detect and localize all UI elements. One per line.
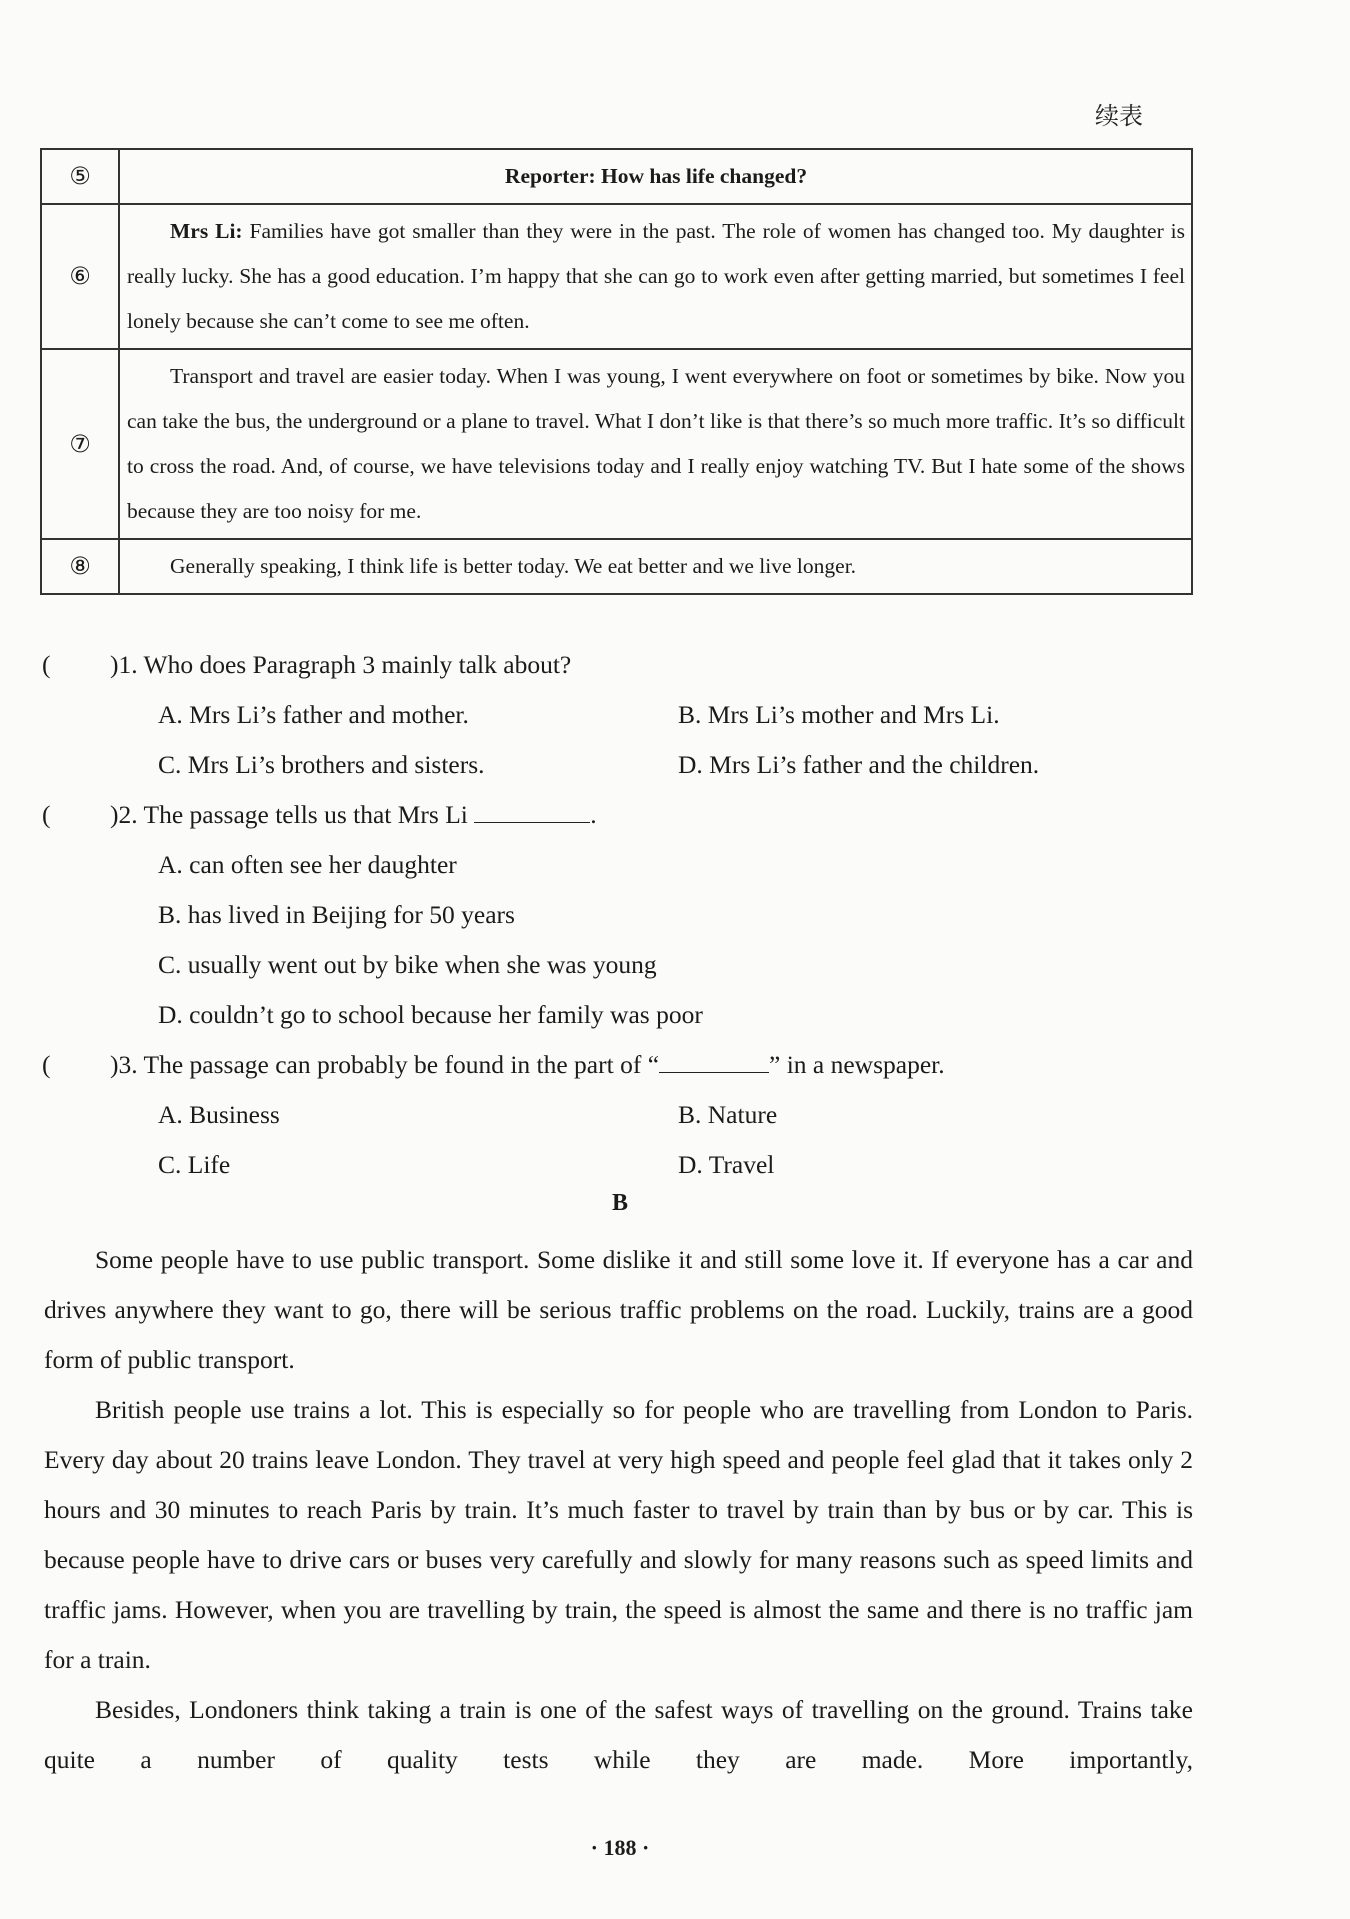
answer-bracket[interactable]: ( — [42, 800, 51, 829]
option-c[interactable]: C. Life — [158, 1150, 231, 1179]
option-a[interactable]: A. Business — [158, 1100, 280, 1129]
question-stem: )2. The passage tells us that Mrs Li — [110, 800, 468, 829]
option-row — [42, 740, 1192, 790]
passage-b — [44, 1235, 1193, 1785]
table-row — [41, 539, 1192, 594]
option-b[interactable]: B. Nature — [678, 1100, 778, 1129]
option-d[interactable]: D. couldn’t go to school because her family was poor — [158, 1000, 703, 1029]
paragraph-number: ⑤ — [41, 149, 119, 204]
answer-blank[interactable] — [474, 796, 590, 823]
passage-table — [40, 148, 1193, 595]
paragraph: Some people have to use public transport. Some dislike it and still some love it. If everyone has a car and drives anywhere they want to go, there will be serious traffic problems on the road. Luckily, trains are a good form of public transport. — [44, 1245, 1193, 1374]
section-title: B — [611, 1190, 628, 1216]
option-c[interactable]: C. Mrs Li’s brothers and sisters. — [158, 750, 485, 779]
paragraph: British people use trains a lot. This is especially so for people who are travelling from London to Paris. Every day about 20 trains leave London. They travel at very high speed and people feel glad that it takes only 2 hours and 30 minutes to reach Paris by train. It’s much faster to travel by train than by bus or by car. This is because people have to drive cars or buses very carefully and slowly for many reasons such as speed limits and traffic jams. However, when you are travelling by train, the speed is almost the same and there is no traffic jam for a train. — [44, 1395, 1193, 1674]
option-a[interactable]: A. Mrs Li’s father and mother. — [158, 700, 469, 729]
question-stem: )3. The passage can probably be found in the part of “ — [110, 1050, 660, 1079]
option-c[interactable]: C. usually went out by bike when she was young — [158, 950, 657, 979]
option-d[interactable]: D. Mrs Li’s father and the children. — [678, 750, 1040, 779]
option-d[interactable]: D. Travel — [678, 1150, 775, 1179]
paragraph-number: ⑥ — [41, 204, 119, 349]
paragraph-text: Transport and travel are easier today. When I was young, I went everywhere on foot or sometimes by bike. Now you can take the bus, the underground or a plane to travel. What I don’t like is that there’s so much more traffic. It’s so difficult to cross the road. And, of course, we have televisions today and I really enjoy watching TV. But I hate some of the shows because they are too noisy for me. — [119, 349, 1192, 539]
question-list — [42, 640, 1192, 1190]
option-row — [42, 1090, 1192, 1140]
question-1 — [42, 640, 1192, 690]
answer-blank[interactable] — [659, 1046, 769, 1073]
speaker-label: Mrs Li: — [170, 219, 243, 243]
paragraph-text: Generally speaking, I think life is better today. We eat better and we live longer. — [119, 539, 1192, 594]
page-number: · 188 · — [590, 1835, 650, 1860]
continued-label: 续表 — [1095, 102, 1143, 130]
question-stem-end: . — [590, 800, 597, 829]
answer-bracket[interactable]: ( — [42, 1050, 51, 1079]
question-stem: )1. Who does Paragraph 3 mainly talk about? — [110, 650, 572, 679]
question-stem-end: ” in a newspaper. — [769, 1050, 945, 1079]
paragraph-number: ⑦ — [41, 349, 119, 539]
option-b[interactable]: B. has lived in Beijing for 50 years — [158, 900, 515, 929]
table-row — [41, 204, 1192, 349]
option-a[interactable]: A. can often see her daughter — [158, 850, 457, 879]
question-2 — [42, 790, 1192, 840]
paragraph-body: Families have got smaller than they were in the past. The role of women has changed too. My daughter is really lucky. She has a good education. I’m happy that she can go to work even after getting married, but sometimes I feel lonely because she can’t come to see me often. — [127, 219, 1185, 333]
answer-bracket[interactable]: ( — [42, 650, 51, 679]
question-3 — [42, 1040, 1192, 1090]
option-row — [42, 690, 1192, 740]
reporter-question: Reporter: How has life changed? — [119, 149, 1192, 204]
table-row — [41, 149, 1192, 204]
paragraph-number: ⑧ — [41, 539, 119, 594]
paragraph: Besides, Londoners think taking a train is one of the safest ways of travelling on the ground. Trains take quite a number of quality tests while they are made. More importantly, — [44, 1695, 1193, 1774]
paragraph-text — [119, 204, 1192, 349]
table-row — [41, 349, 1192, 539]
option-row — [42, 1140, 1192, 1190]
option-b[interactable]: B. Mrs Li’s mother and Mrs Li. — [678, 700, 1000, 729]
